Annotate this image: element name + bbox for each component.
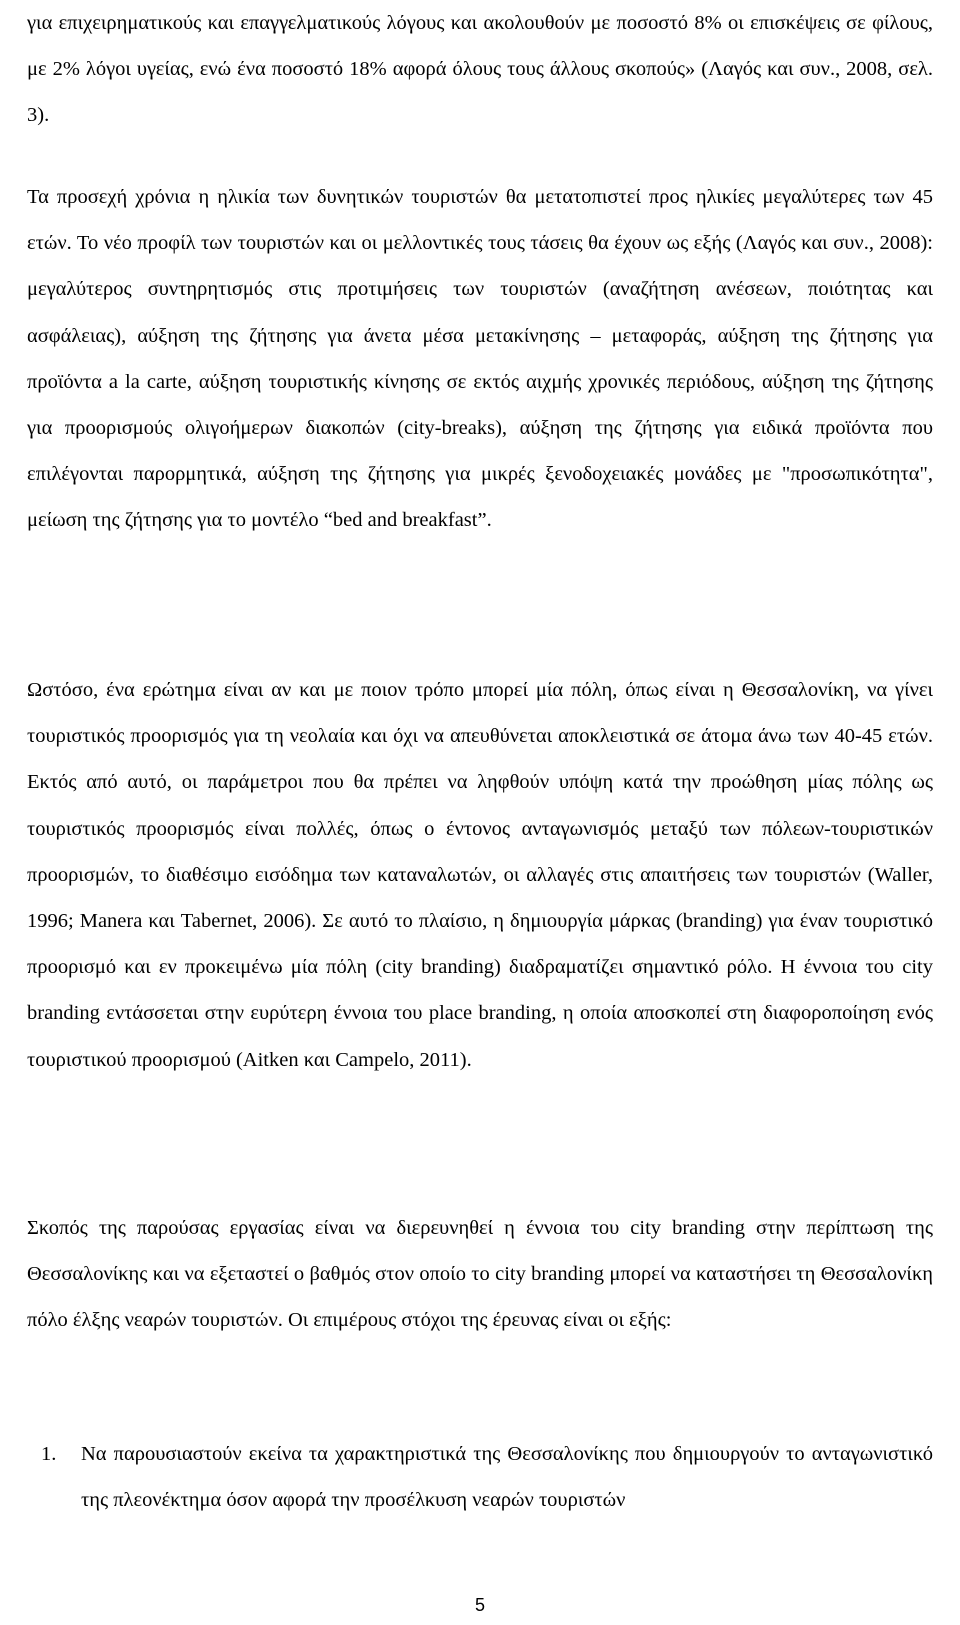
list-item-text: Να παρουσιαστούν εκείνα τα χαρακτηριστικά της Θεσσαλονίκης που δημιουργούν το ανταγωνιστικό της πλεονέκτημα όσον αφορά την προσέλκυση νεαρών τουριστών <box>81 1443 933 1512</box>
paragraph-city-branding: Ωστόσο, ένα ερώτημα είναι αν και με ποιον τρόπο μπορεί μία πόλη, όπως είναι η Θεσσαλονίκη, να γίνει τουριστικός προορισμός για τη νεολαία και όχι να απευθύνεται αποκλειστικά σε άτομα άνω των 40-45 ετών. Εκτός από αυτό, οι παράμετροι που θα πρέπει να ληφθούν υπόψη κατά την προώθηση μίας πόλης ως τουριστικός προορισμός είναι πολλές, όπως ο έντονος ανταγωνισμός μεταξύ των πόλεων-τουριστικών προορισμών, το διαθέσιμο εισόδημα των καταναλωτών, οι αλλαγές στις απαιτήσεις των τουριστών (Waller, 1996; Manera και Tabernet, 2006). Σε αυτό το πλαίσιο, η δημιουργία μάρκας (branding) για έναν τουριστικό προορισμό και εν προκειμένω μία πόλη (city branding) διαδραματίζει σημαντικό ρόλο. Η έννοια του city branding εντάσσεται στην ευρύτερη έννοια του place branding, η οποία αποσκοπεί στη διαφοροποίηση ενός τουριστικού προορισμού (Aitken και Campelo, 2011). <box>27 679 933 1071</box>
list-item <box>41 1431 933 1523</box>
list-item-number: 1. <box>41 1443 57 1465</box>
paragraph-research-aim: Σκοπός της παρούσας εργασίας είναι να διερευνηθεί η έννοια του city branding στην περίπτωση της Θεσσαλονίκης και να εξεταστεί ο βαθμός στον οποίο το city branding μπορεί να καταστήσει τη Θεσσαλονίκη πόλο έλξης νεαρών τουριστών. Οι επιμέρους στόχοι της έρευνας είναι οι εξής: <box>27 1217 933 1332</box>
paragraph-continuation: για επιχειρηματικούς και επαγγελματικούς λόγους και ακολουθούν με ποσοστό 8% οι επισκέψεις σε φίλους, με 2% λόγοι υγείας, ενώ ένα ποσοστό 18% αφορά όλους τους άλλους σκοπούς» (Λαγός και συν., 2008, σελ. 3). <box>27 12 933 127</box>
paragraph-tourist-profile: Τα προσεχή χρόνια η ηλικία των δυνητικών τουριστών θα μετατοπιστεί προς ηλικίες μεγαλύτερες των 45 ετών. Το νέο προφίλ των τουριστών και οι μελλοντικές τους τάσεις θα έχουν ως εξής (Λαγός και συν., 2008): μεγαλύτερος συντηρητισμός στις προτιμήσεις των τουριστών (αναζήτηση ανέσεων, ποιότητας και ασφάλειας), αύξηση της ζήτησης για άνετα μέσα μετακίνησης – μεταφοράς, αύξηση της ζήτησης για προϊόντα a la carte, αύξηση τουριστικής κίνησης σε εκτός αιχμής χρονικές περιόδους, αύξηση της ζήτησης για προορισμούς ολιγοήμερων διακοπών (city-breaks), αύξηση της ζήτησης για ειδικά προϊόντα που επιλέγονται παρορμητικά, αύξηση της ζήτησης για μικρές ξενοδοχειακές μονάδες με "προσωπικότητα", μείωση της ζήτησης για το μοντέλο “bed and breakfast”. <box>27 186 933 532</box>
page-number: 5 <box>474 1595 485 1615</box>
